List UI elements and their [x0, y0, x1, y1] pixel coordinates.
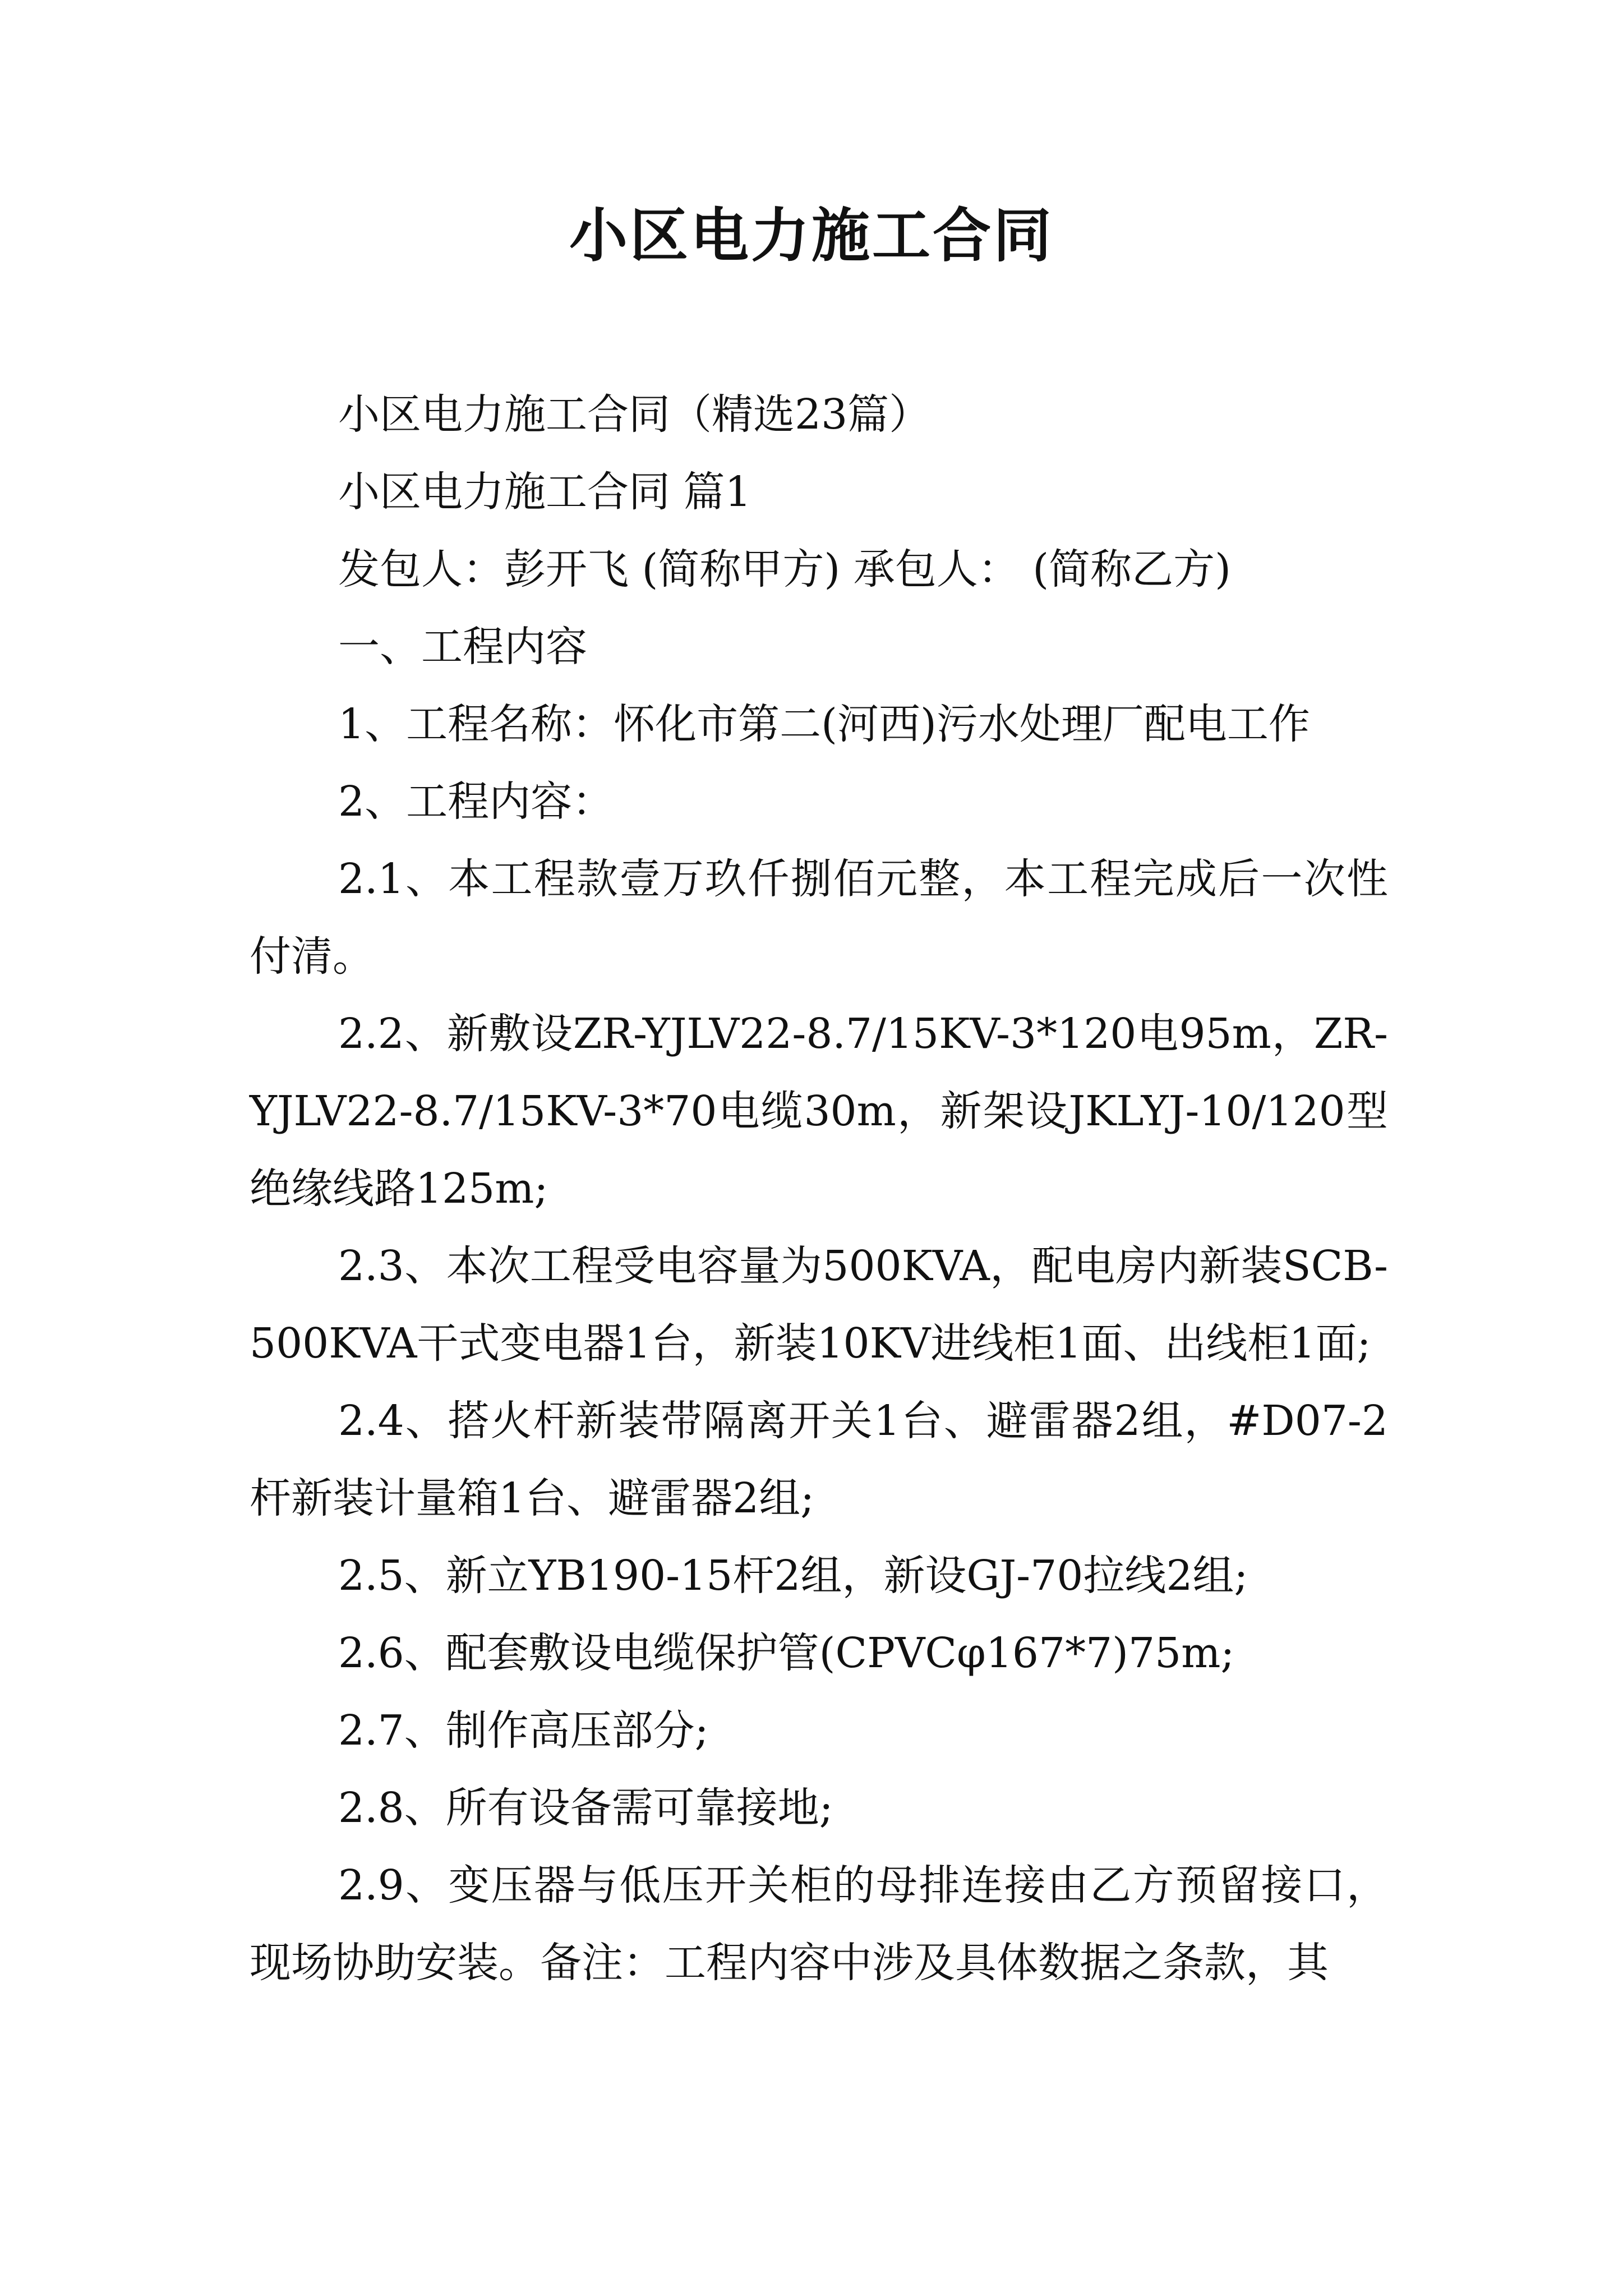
- paragraph-heading: 小区电力施工合同（精选23篇）: [338, 390, 931, 439]
- paragraph-2-2: 2.2、新敷设ZR-YJLV22-8.7/15KV-3*120电95m，ZR-YJLV22-8.7/15KV-3*70电缆30m，新架设JKLYJ-10/120型绝缘线路125m;: [250, 1010, 1388, 1213]
- paragraph-clause-heading: 一、工程内容: [338, 623, 587, 671]
- paragraph-2-8: 2.8、所有设备需可靠接地;: [338, 1784, 833, 1832]
- paragraph-2-7: 2.7、制作高压部分;: [338, 1706, 709, 1755]
- paragraph-parties: 发包人：彭开飞 (简称甲方) 承包人： (简称乙方): [338, 545, 1232, 593]
- paragraph-2-1: 2.1、本工程款壹万玖仟捌佰元整，本工程完成后一次性付清。: [250, 855, 1388, 981]
- paragraph-project-content: 2、工程内容：: [338, 777, 614, 826]
- paragraph-2-9: 2.9、变压器与低压开关柜的母排连接由乙方预留接口，现场协助安装。备注：工程内容中涉及具体数据之条款，其: [250, 1861, 1388, 1987]
- paragraph-2-3: 2.3、本次工程受电容量为500KVA，配电房内新装SCB-500KVA干式变电器1台，新装10KV进线柜1面、出线柜1面;: [250, 1242, 1388, 1368]
- paragraph-2-5: 2.5、新立YB190-15杆2组，新设GJ-70拉线2组;: [338, 1552, 1248, 1600]
- paragraph-project-name: 1、工程名称：怀化市第二(河西)污水处理厂配电工作: [338, 700, 1310, 748]
- paragraph-2-4: 2.4、搭火杆新装带隔离开关1台、避雷器2组，#D07-2杆新装计量箱1台、避雷器2组;: [250, 1397, 1388, 1522]
- document-body: [250, 376, 1388, 2001]
- document-title: 小区电力施工合同: [569, 201, 1054, 270]
- paragraph-2-6: 2.6、配套敷设电缆保护管(CPVCφ167*7)75m;: [338, 1629, 1235, 1677]
- paragraph-section-title: 小区电力施工合同 篇1: [338, 468, 751, 516]
